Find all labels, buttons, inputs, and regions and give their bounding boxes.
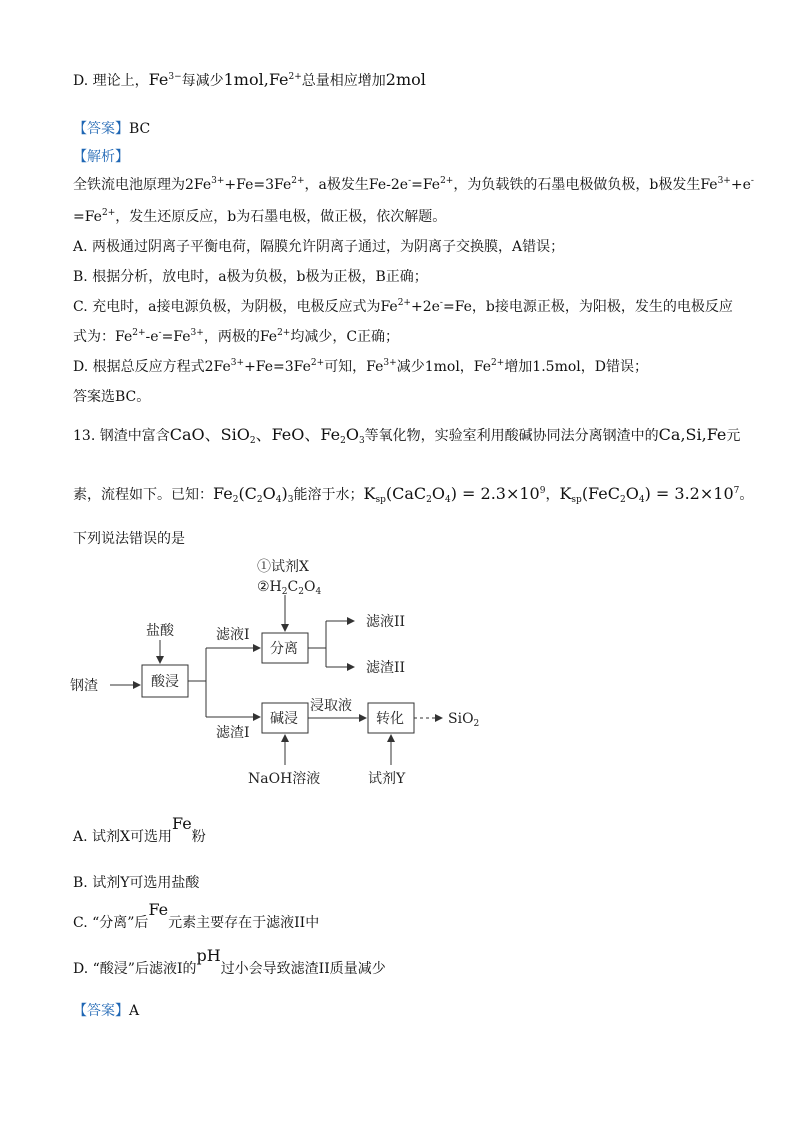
t: -e — [145, 329, 159, 345]
analysis-tag: 【解析】 — [73, 149, 129, 165]
text: 每减少 — [181, 73, 224, 89]
t: 2+ — [491, 358, 505, 368]
t: Fe — [148, 900, 169, 919]
t: 过小会导致滤渣II质量减少 — [220, 961, 386, 977]
t: =Fe — [161, 329, 191, 345]
q13-ask: 下列说法错误的是 — [73, 531, 185, 547]
t: ) = 2.3×10 — [450, 484, 540, 503]
t: 、FeO、Fe — [255, 425, 341, 444]
t: 2+ — [440, 176, 454, 186]
t: 4 — [444, 495, 451, 505]
analysis-conclusion: 答案选BC。 — [73, 389, 151, 405]
label-reagent-x: ①试剂X — [257, 559, 309, 575]
t: 式为：Fe — [73, 329, 133, 345]
label-h2c2o4: $②H_2C_2O_4$ — [257, 579, 322, 597]
t: sp — [375, 495, 386, 505]
t: 9 — [539, 486, 546, 496]
t: (FeC — [581, 484, 620, 503]
answer-tag: 【答案】 — [73, 121, 129, 137]
t: 全铁流电池原理为2Fe — [73, 177, 212, 193]
t: Fe — [171, 814, 192, 833]
t: ) — [281, 484, 288, 503]
label-separate: 分离 — [270, 641, 298, 657]
q13-line-1 — [73, 422, 740, 446]
label-alkali-leach: 碱浸 — [270, 711, 298, 727]
text: 总量相应增加 — [301, 73, 386, 89]
t: K — [363, 484, 376, 503]
t: - — [439, 298, 443, 308]
answer-line — [73, 118, 150, 138]
t: ， — [545, 487, 560, 503]
t: ) = 3.2×10 — [644, 484, 734, 503]
t: 13. 钢渣中富含 — [73, 428, 170, 444]
t: +Fe=3Fe — [224, 177, 292, 193]
t: - — [408, 176, 412, 186]
t: 4 — [275, 495, 282, 505]
charge: 3− — [168, 72, 182, 82]
t: 2+ — [277, 328, 291, 338]
t: 3 — [287, 495, 294, 505]
t: (C — [238, 484, 257, 503]
label-residue1: 滤渣I — [216, 725, 250, 741]
t: Ca,Si,Fe — [658, 425, 727, 444]
prev-option-d — [73, 70, 426, 90]
answer-tag: 【答案】 — [73, 1003, 129, 1019]
t: C. “分离”后 — [73, 915, 149, 931]
t: O — [262, 484, 276, 503]
t: +2e — [410, 299, 440, 315]
label-acid-leach: 酸浸 — [151, 674, 179, 690]
option-d — [73, 946, 386, 978]
t: 素，流程如下。已知： — [73, 487, 213, 503]
label-extract: 浸取液 — [310, 698, 352, 714]
label-reagent-y: 试剂Y — [368, 771, 406, 787]
analysis-a: A. 两极通过阴离子平衡电荷，隔膜允许阴离子通过，为阴离子交换膜，A错误； — [73, 239, 565, 255]
charge: 2+ — [288, 72, 302, 82]
answer-value: A — [129, 1003, 140, 1019]
t: 2+ — [132, 328, 146, 338]
final-answer — [73, 1000, 139, 1020]
t: 元 — [726, 428, 741, 444]
amount: 1mol,Fe — [223, 70, 289, 89]
analysis-c-1 — [73, 296, 733, 316]
t: 均减少，C正确； — [290, 329, 400, 345]
analysis-b: B. 根据分析，放电时，a极为负极，b极为正极，B正确； — [73, 269, 428, 285]
t: O — [345, 425, 359, 444]
t: 2+ — [397, 298, 411, 308]
t: 等氧化物，实验室利用酸碱协同法分离钢渣中的 — [364, 428, 659, 444]
t: 增加1.5mol，D错误； — [504, 359, 648, 375]
t: ，发生还原反应，b为石墨电极，做正极，依次解题。 — [115, 209, 447, 225]
t: 7 — [733, 486, 740, 496]
t: 元素主要存在于滤液II中 — [168, 915, 320, 931]
label-slag: 钢渣 — [70, 678, 98, 694]
amount: 2mol — [385, 70, 426, 89]
flowchart — [70, 555, 490, 795]
label-filtrate2: 滤液II — [366, 614, 406, 630]
label-filtrate1: 滤液I — [216, 627, 250, 643]
t: 3+ — [190, 328, 204, 338]
t: 4 — [638, 495, 645, 505]
t: 3+ — [383, 358, 397, 368]
t: ，为负载铁的石墨电极做负极，b极发生Fe — [453, 177, 718, 193]
t: 2+ — [310, 358, 325, 368]
t: pH — [196, 946, 221, 965]
t: 2 — [620, 495, 626, 505]
analysis-c-2 — [73, 326, 399, 346]
t: 2 — [256, 495, 263, 505]
t: 可知，Fe — [324, 359, 384, 375]
t: - — [158, 328, 162, 338]
t: 2 — [232, 495, 239, 505]
t: 2 — [426, 495, 432, 505]
label-sio2: SiO$_2$ — [448, 711, 480, 729]
option-label: D. 理论上， — [73, 73, 149, 89]
t: A. 试剂X可选用 — [73, 829, 172, 845]
option-c — [73, 900, 320, 932]
answer-value: BC — [129, 121, 151, 137]
t: 3 — [358, 436, 365, 446]
option-b: B. 试剂Y可选用盐酸 — [73, 875, 200, 891]
t: O — [431, 484, 445, 503]
t: K — [559, 484, 572, 503]
label-naoh: NaOH溶液 — [248, 771, 321, 787]
q13-line-2 — [73, 484, 753, 505]
option-a — [73, 814, 206, 846]
t: (CaC — [385, 484, 427, 503]
t: C. 充电时，a接电源负极，为阴极，电极反应式为Fe — [73, 299, 398, 315]
t: Fe — [213, 484, 233, 503]
t: 2 — [249, 436, 256, 446]
t: D. 根据总反应方程式2Fe — [73, 359, 231, 375]
t: 3+ — [230, 358, 245, 368]
t: +e — [730, 177, 751, 193]
t: =Fe — [73, 209, 102, 225]
t: =Fe — [411, 177, 441, 193]
t: O — [625, 484, 639, 503]
t: ，两极的Fe — [203, 329, 278, 345]
t: - — [750, 176, 754, 186]
ion-fe: Fe — [148, 70, 169, 89]
label-hcl: 盐酸 — [146, 623, 174, 639]
t: 2+ — [101, 208, 116, 218]
label-residue2: 滤渣II — [366, 660, 406, 676]
label-convert: 转化 — [376, 711, 404, 727]
t: 能溶于水； — [293, 487, 364, 503]
analysis-line-1 — [73, 174, 754, 194]
t: 3+ — [211, 176, 225, 186]
t: CaO、SiO — [169, 425, 250, 444]
t: +Fe=3Fe — [244, 359, 311, 375]
analysis-line-2 — [73, 206, 446, 226]
t: sp — [571, 495, 582, 505]
t: 粉 — [191, 829, 206, 845]
t: =Fe，b接电源正极，为阳极，发生的电极反应 — [442, 299, 733, 315]
t: ，a极发生Fe-2e — [304, 177, 409, 193]
t: D. “酸浸”后滤液I的 — [73, 961, 197, 977]
t: 减少1mol，Fe — [396, 359, 492, 375]
t: 2+ — [291, 176, 305, 186]
t: 2 — [340, 436, 346, 446]
analysis-d — [73, 356, 648, 376]
t: 。 — [739, 487, 754, 503]
t: 3+ — [717, 176, 731, 186]
